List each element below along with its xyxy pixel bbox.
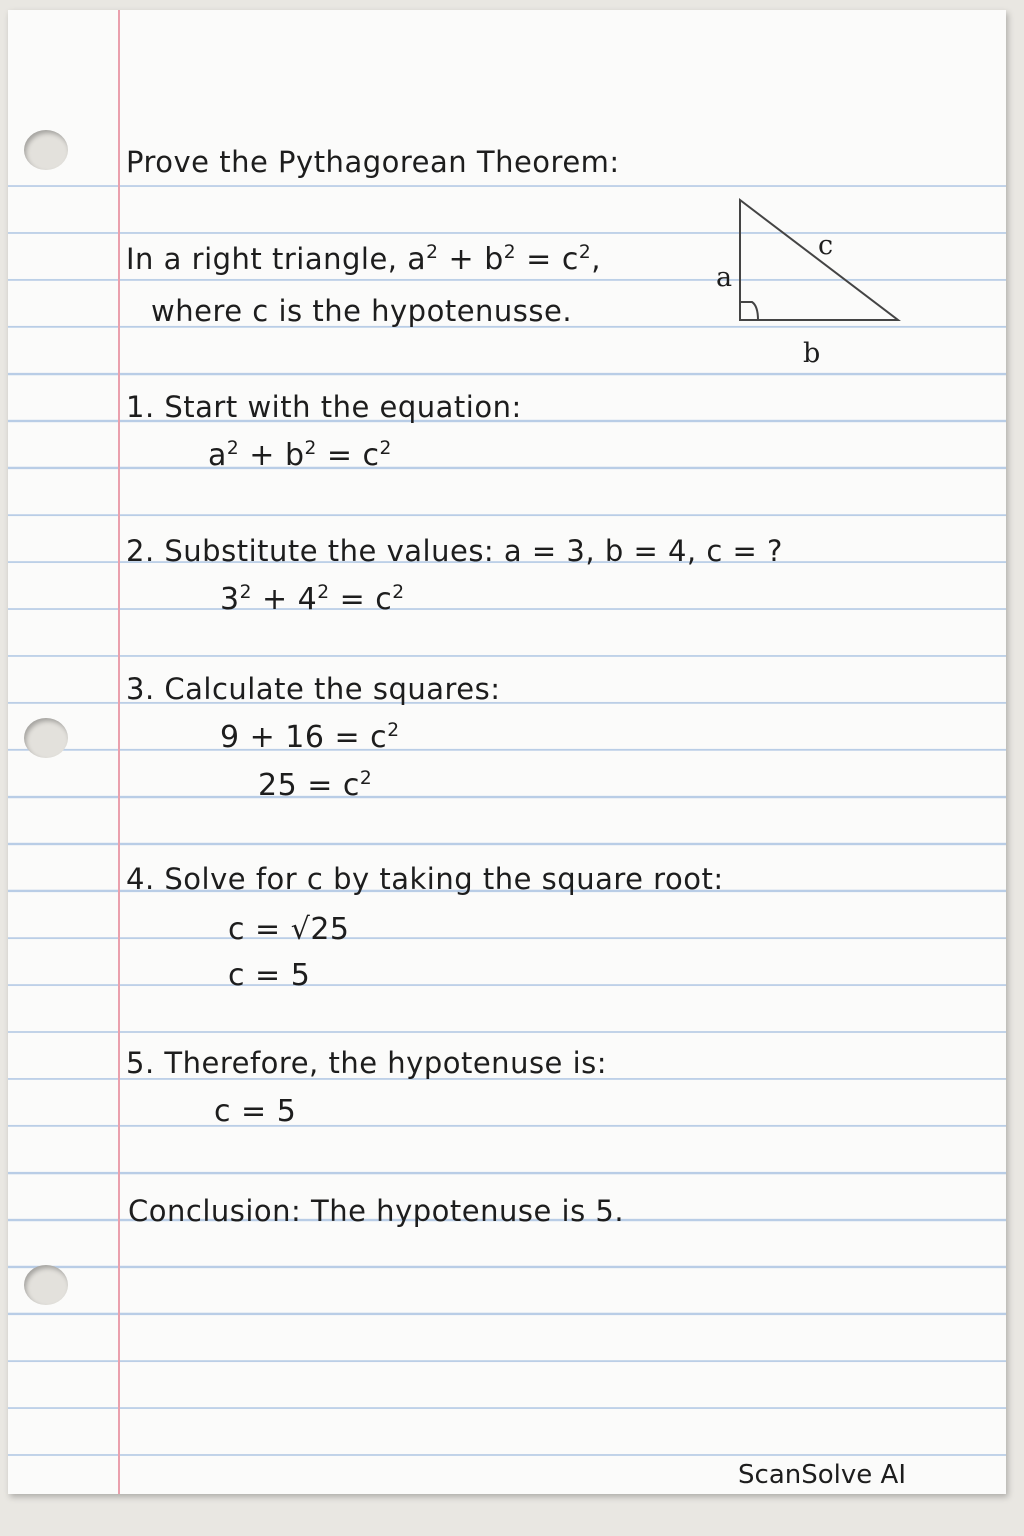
triangle-label-a: a <box>716 262 733 293</box>
margin-line <box>118 10 120 1494</box>
eq-c: c <box>561 242 579 277</box>
eq-part: = c <box>316 438 380 473</box>
eq-b: b <box>484 242 504 277</box>
binder-hole-middle <box>24 718 68 758</box>
right-triangle-diagram <box>698 190 918 370</box>
statement-text: In a right triangle, <box>126 242 398 276</box>
eq-plus: + <box>448 242 475 277</box>
step-2-equation <box>220 582 405 617</box>
eq-part: = c <box>329 582 393 617</box>
step-1-equation <box>208 438 392 473</box>
eq-exp: 2 <box>359 768 373 789</box>
eq-exp: 2 <box>392 582 405 603</box>
page-header-blank <box>8 10 1006 128</box>
statement-comma: , <box>591 242 601 276</box>
binder-hole-top <box>24 130 68 170</box>
eq-part: 3 <box>220 582 240 617</box>
eq-exp: 2 <box>387 720 400 741</box>
watermark: ScanSolve AI <box>738 1460 906 1490</box>
eq-part: + 4 <box>251 582 318 617</box>
notebook-page <box>8 10 1006 1494</box>
step-5-label: 5. Therefore, the hypotenuse is: <box>126 1046 608 1080</box>
eq-b-exp: 2 <box>503 242 517 263</box>
statement-line-1 <box>126 242 601 277</box>
eq-equals: = <box>526 242 552 277</box>
page-title: Prove the Pythagorean Theorem: <box>126 145 620 179</box>
step-3-equation-1 <box>220 720 400 755</box>
eq-c-exp: 2 <box>578 242 592 263</box>
eq-exp: 2 <box>239 582 252 603</box>
binder-hole-bottom <box>24 1265 68 1305</box>
step-4-equation-2: c = 5 <box>228 958 311 993</box>
triangle-label-b: b <box>803 338 821 369</box>
step-4-label: 4. Solve for c by taking the square root: <box>126 862 724 896</box>
step-2-label: 2. Substitute the values: a = 3, b = 4, c = ? <box>126 534 783 568</box>
eq-exp: 2 <box>226 438 240 459</box>
eq-a-exp: 2 <box>426 242 439 263</box>
step-5-equation: c = 5 <box>214 1094 297 1129</box>
eq-exp: 2 <box>379 438 392 459</box>
step-1-label: 1. Start with the equation: <box>126 390 522 424</box>
eq-exp: 2 <box>304 438 317 459</box>
right-angle-marker <box>740 302 758 320</box>
eq-a: a <box>407 242 427 277</box>
eq-part: a <box>208 438 227 473</box>
eq-exp: 2 <box>317 582 330 603</box>
statement-line-2: where c is the hypotenusse. <box>151 294 573 328</box>
eq-part: 9 + 16 = c <box>220 720 388 755</box>
step-4-equation-1: c = √25 <box>228 912 350 947</box>
statement-equation <box>407 242 591 277</box>
conclusion: Conclusion: The hypotenuse is 5. <box>128 1194 625 1228</box>
step-3-equation-2 <box>258 768 372 803</box>
eq-part: 25 = c <box>258 768 360 803</box>
step-3-label: 3. Calculate the squares: <box>126 672 501 706</box>
triangle-label-c: c <box>818 230 834 261</box>
eq-part: + b <box>239 438 305 473</box>
